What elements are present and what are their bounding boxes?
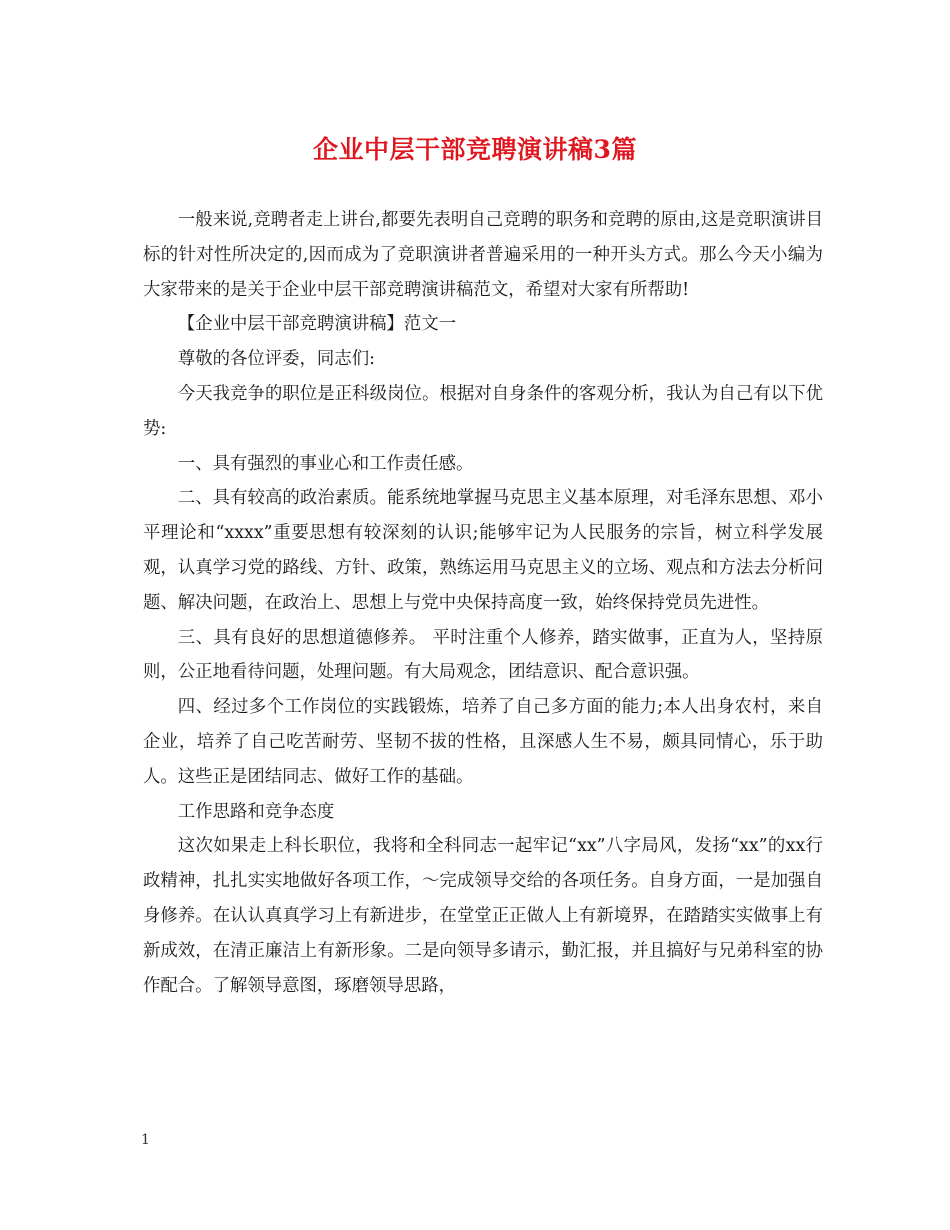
paragraph-sample-heading: 【企业中层干部竞聘演讲稿】范文一 — [177, 314, 457, 335]
page-number: 1 — [141, 1132, 150, 1148]
document-body — [143, 203, 823, 1003]
paragraph-salutation: 尊敬的各位评委，同志们: — [177, 349, 375, 370]
paragraph-work-plan: 这次如果走上科长职位，我将和全科同志一起牢记“xx”八字局风，发扬“xx”的xx行政精神，扎扎实实地做好各项工作，～完成领导交给的各项任务。自身方面，一是加强自身修养。在认认真真学习上有新进步，在堂堂正正做人上有新境界，在踏踏实实做事上有新成效，在清正廉洁上有新形象。二是向领导多请示，勤汇报，并且搞好与兄弟科室的协作配合。了解领导意图，琢磨领导思路， — [143, 836, 823, 996]
paragraph-section-heading: 工作思路和竞争态度 — [177, 801, 335, 822]
paragraph-intro: 一般来说,竞聘者走上讲台,都要先表明自己竞聘的职务和竞聘的原由,这是竞职演讲目标的针对性所决定的,因而成为了竞职演讲者普遍采用的一种开头方式。那么今天小编为大家带来的是关于企业中层干部竞聘演讲稿范文，希望对大家有所帮助! — [143, 210, 823, 300]
document-title: 企业中层干部竞聘演讲稿3篇 — [313, 135, 637, 164]
paragraph-advantage-1: 一、具有强烈的事业心和工作责任感。 — [177, 453, 474, 474]
paragraph-advantage-3: 三、具有良好的思想道德修养。 平时注重个人修养，踏实做事，正直为人，坚持原则，公正地看待问题，处理问题。有大局观念，团结意识、配合意识强。 — [143, 627, 823, 683]
paragraph-advantage-4: 四、经过多个工作岗位的实践锻炼，培养了自己多方面的能力;本人出身农村，来自企业，培养了自己吃苦耐劳、坚韧不拔的性格，且深感人生不易，颇具同情心，乐于助人。这些正是团结同志、做好工作的基础。 — [143, 697, 823, 787]
paragraph-position-statement: 今天我竞争的职位是正科级岗位。根据对自身条件的客观分析，我认为自己有以下优势: — [143, 383, 823, 439]
paragraph-advantage-2: 二、具有较高的政治素质。能系统地掌握马克思主义基本原理，对毛泽东思想、邓小平理论和“xxxx”重要思想有较深刻的认识;能够牢记为人民服务的宗旨，树立科学发展观，认真学习党的路线、方针、政策，熟练运用马克思主义的立场、观点和方法去分析问题、解决问题，在政治上、思想上与党中央保持高度一致，始终保持党员先进性。 — [143, 488, 823, 613]
